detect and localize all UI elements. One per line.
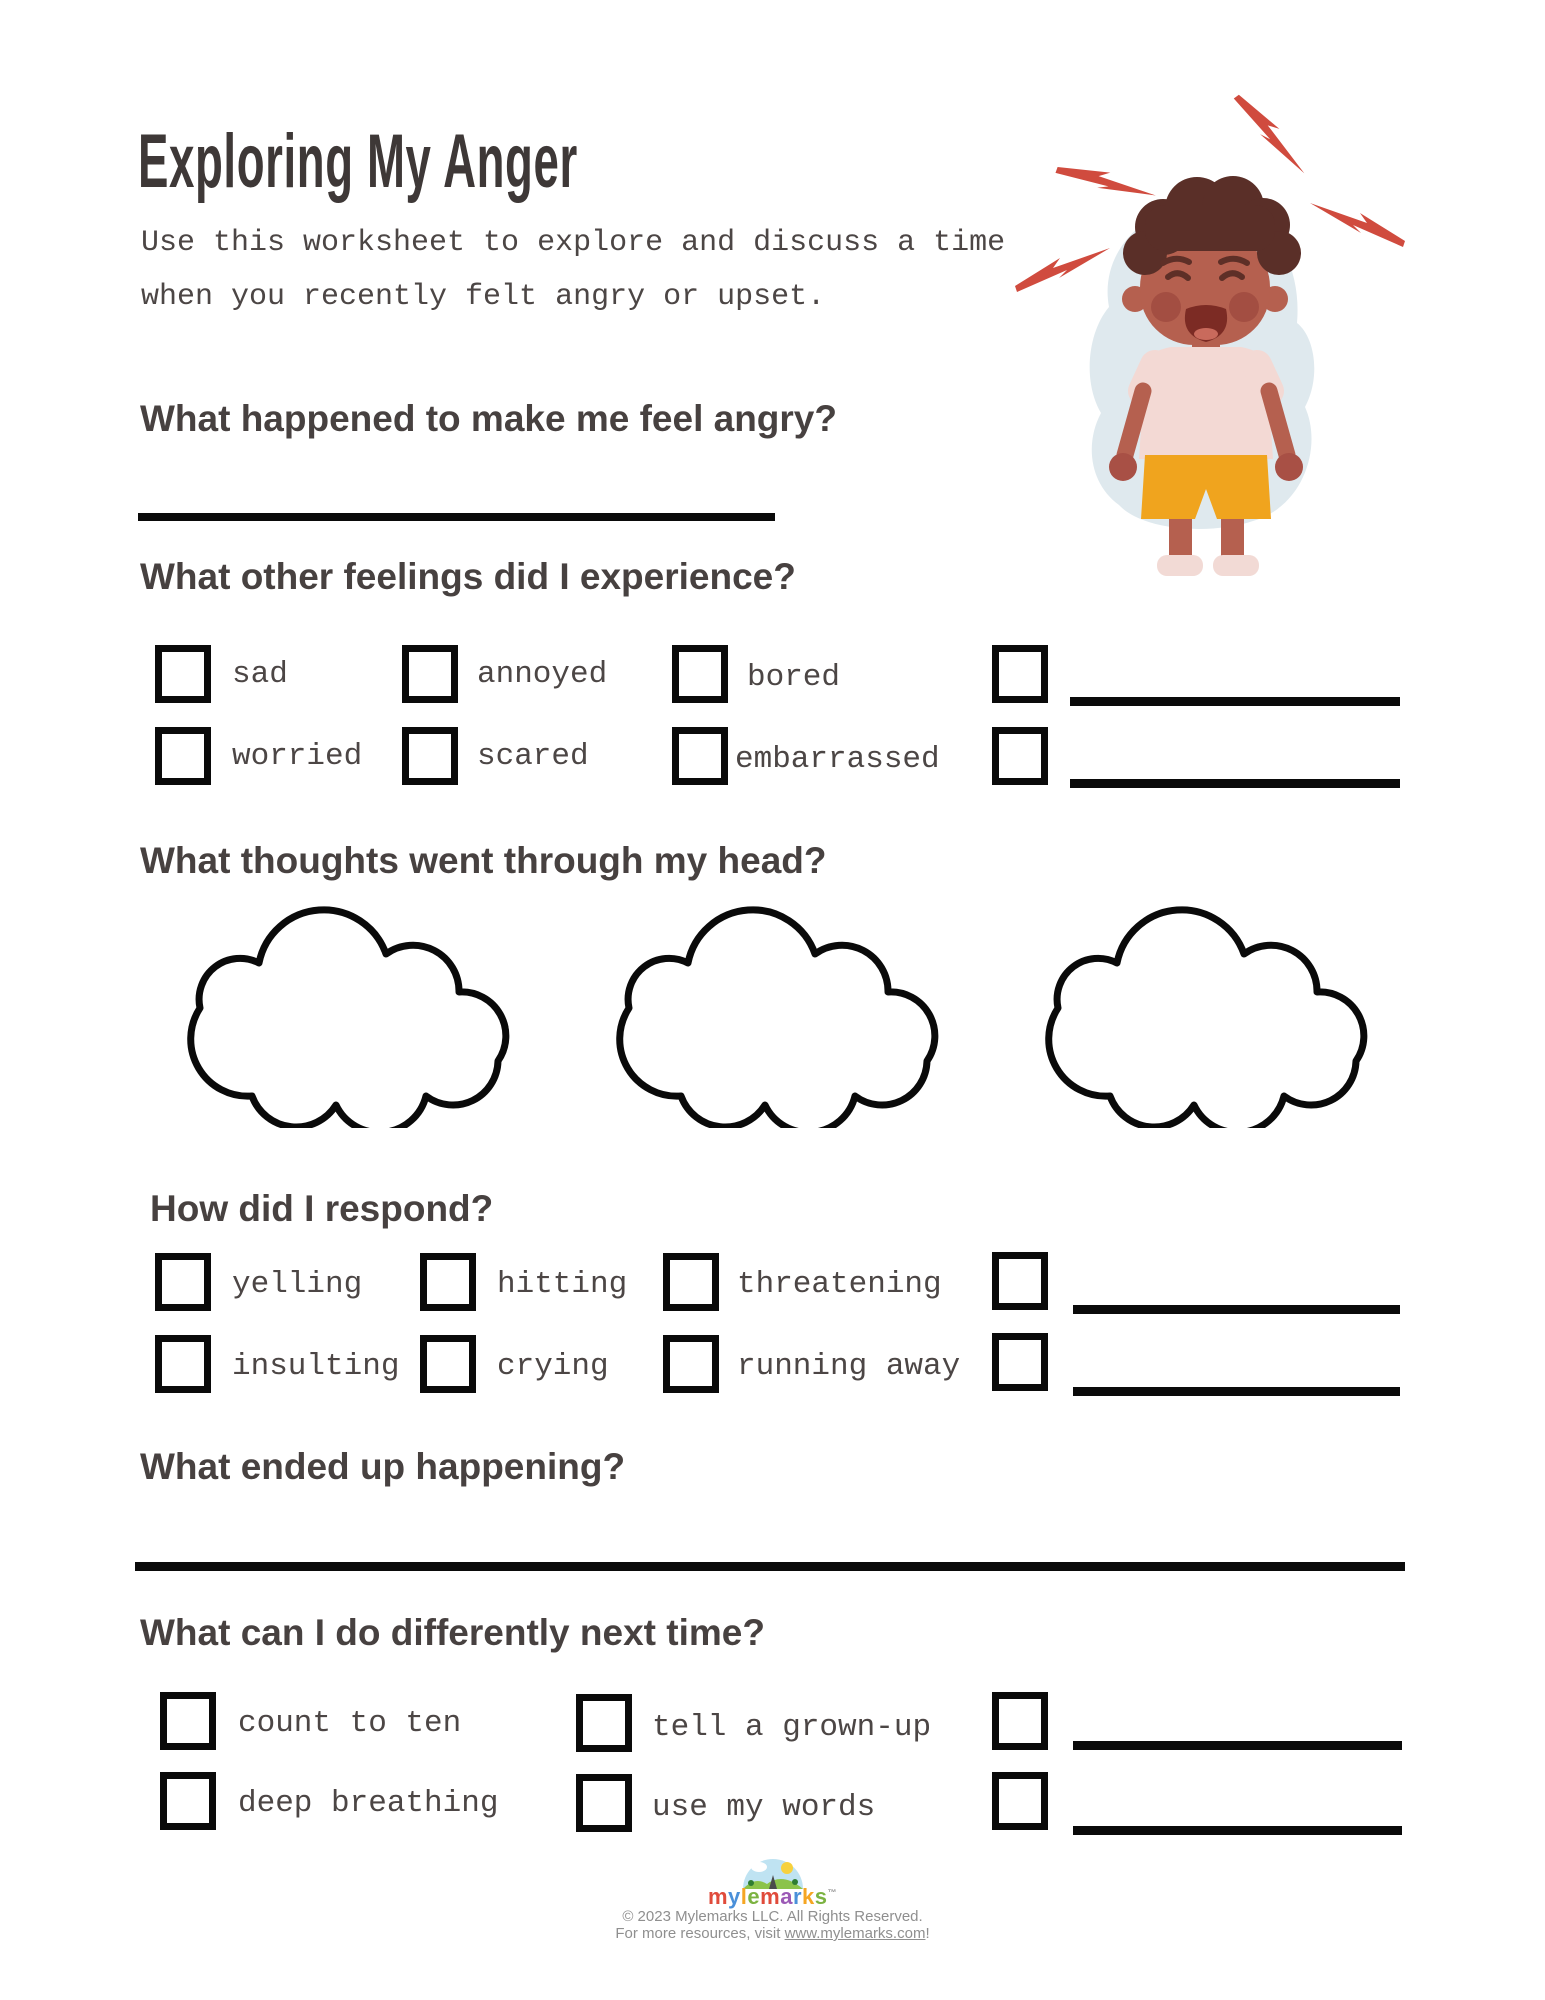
mylemarks-wordmark-letters: mylemarks: [707, 1884, 828, 1909]
checkbox-bored[interactable]: [672, 645, 728, 703]
label-crying: crying: [497, 1349, 609, 1384]
subtitle-line-1: Use this worksheet to explore and discuss a time: [141, 226, 1006, 260]
angry-boy-illustration: [985, 85, 1405, 595]
label-bored: bored: [747, 660, 841, 695]
write-in-line-feelings-1[interactable]: [1070, 697, 1400, 706]
mylemarks-wordmark: [0, 1884, 1545, 1910]
shoe: [1157, 555, 1203, 576]
resources-text: For more resources, visit www.mylemarks.com!: [615, 1925, 930, 1942]
question-outcome: What ended up happening?: [140, 1446, 626, 1487]
checkbox-crying[interactable]: [420, 1335, 476, 1393]
label-threatening: threatening: [737, 1267, 942, 1302]
leg: [1169, 519, 1192, 559]
checkbox-annoyed[interactable]: [402, 645, 458, 703]
label-running-away: running away: [737, 1349, 961, 1384]
checkbox-threatening[interactable]: [663, 1253, 719, 1311]
checkbox-insulting[interactable]: [155, 1335, 211, 1393]
checkbox-next-time-other-1[interactable]: [992, 1692, 1048, 1750]
write-in-line-next-time-1[interactable]: [1073, 1741, 1402, 1750]
thought-cloud-2[interactable]: [587, 900, 962, 1128]
label-embarrassed: embarrassed: [735, 742, 940, 777]
label-hitting: hitting: [497, 1267, 628, 1302]
label-yelling: yelling: [232, 1267, 363, 1302]
question-other-feelings: What other feelings did I experience?: [140, 556, 796, 597]
checkbox-running-away[interactable]: [663, 1335, 719, 1393]
question-thoughts: What thoughts went through my head?: [140, 840, 827, 881]
label-deep-breathing: deep breathing: [238, 1786, 499, 1821]
checkbox-worried[interactable]: [155, 727, 211, 785]
fist: [1275, 453, 1303, 481]
label-worried: worried: [232, 739, 363, 774]
checkbox-feelings-other-2[interactable]: [992, 727, 1048, 785]
cheek: [1151, 292, 1181, 322]
label-scared: scared: [477, 739, 589, 774]
checkbox-count-to-ten[interactable]: [160, 1692, 216, 1750]
fist: [1109, 453, 1137, 481]
answer-line-what-happened[interactable]: [138, 513, 775, 521]
tongue: [1194, 328, 1218, 340]
shirt: [1139, 347, 1273, 459]
checkbox-use-my-words[interactable]: [576, 1774, 632, 1832]
copyright-text: © 2023 Mylemarks LLC. All Rights Reserved.: [622, 1908, 923, 1925]
checkbox-sad[interactable]: [155, 645, 211, 703]
checkbox-tell-a-grown-up[interactable]: [576, 1694, 632, 1752]
question-next-time: What can I do differently next time?: [140, 1612, 765, 1653]
label-count-to-ten: count to ten: [238, 1706, 462, 1741]
checkbox-embarrassed[interactable]: [672, 727, 728, 785]
checkbox-response-other-2[interactable]: [992, 1333, 1048, 1391]
checkbox-next-time-other-2[interactable]: [992, 1772, 1048, 1830]
trademark-symbol: ™: [827, 1887, 838, 1898]
thought-cloud-3[interactable]: [1016, 900, 1391, 1128]
checkbox-feelings-other-1[interactable]: [992, 645, 1048, 703]
checkbox-deep-breathing[interactable]: [160, 1772, 216, 1830]
question-what-happened: What happened to make me feel angry?: [140, 398, 837, 439]
checkbox-yelling[interactable]: [155, 1253, 211, 1311]
label-sad: sad: [232, 657, 288, 692]
checkbox-scared[interactable]: [402, 727, 458, 785]
write-in-line-feelings-2[interactable]: [1070, 779, 1400, 788]
write-in-line-response-1[interactable]: [1073, 1305, 1400, 1314]
label-use-my-words: use my words: [652, 1790, 876, 1825]
checkbox-hitting[interactable]: [420, 1253, 476, 1311]
subtitle-line-2: when you recently felt angry or upset.: [141, 280, 826, 314]
cheek: [1229, 292, 1259, 322]
label-insulting: insulting: [232, 1349, 400, 1384]
resources-link[interactable]: www.mylemarks.com: [784, 1925, 926, 1942]
label-tell-a-grown-up: tell a grown-up: [652, 1710, 932, 1745]
question-response: How did I respond?: [150, 1188, 494, 1229]
checkbox-response-other-1[interactable]: [992, 1252, 1048, 1310]
write-in-line-response-2[interactable]: [1073, 1387, 1400, 1396]
label-annoyed: annoyed: [477, 657, 608, 692]
answer-line-outcome[interactable]: [135, 1562, 1405, 1571]
thought-cloud-1[interactable]: [158, 900, 533, 1128]
shoe: [1213, 555, 1259, 576]
worksheet-title: Exploring My Anger: [138, 119, 578, 204]
write-in-line-next-time-2[interactable]: [1073, 1826, 1402, 1835]
leg: [1221, 519, 1244, 559]
